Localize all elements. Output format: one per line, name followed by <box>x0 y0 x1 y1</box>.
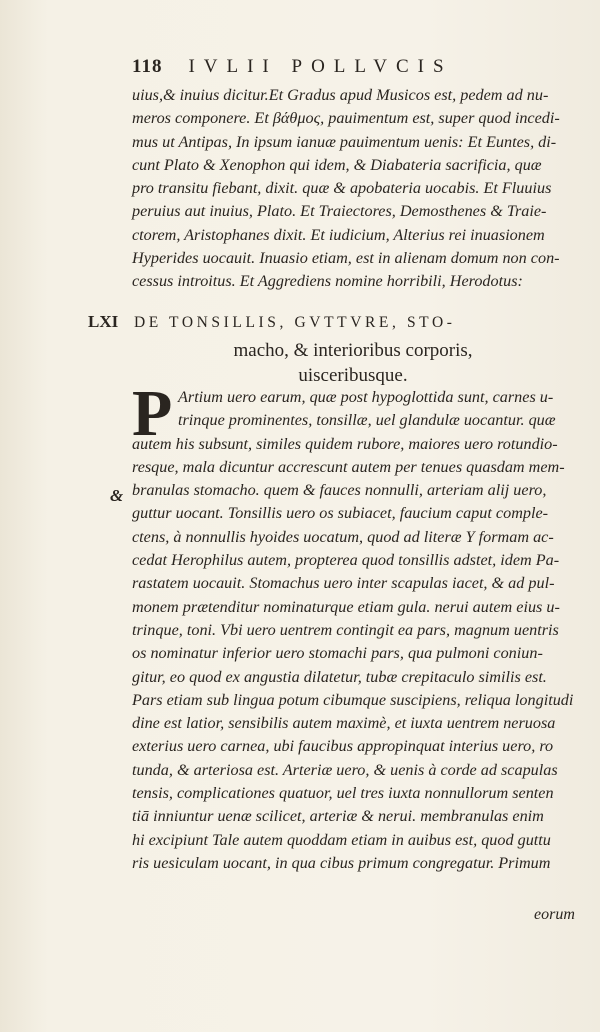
chapter-title-line2: macho, & interioribus corporis, <box>233 340 473 361</box>
text-line: uius,& inuius dicitur.Et Gradus apud Musicos est, pedem ad nu- <box>132 86 549 104</box>
text-line: resque, mala dicuntur accrescunt autem per tenues quasdam mem- <box>132 457 565 476</box>
text-line: hi excipiunt Tale autem quoddam etiam in auibus est, quod guttu <box>132 830 551 849</box>
text-line: Artium uero earum, quæ post hypoglottida sunt, carnes u- <box>178 388 554 406</box>
text-line: branulas stomacho. quem & fauces nonnulli, arteriam alij uero, <box>132 481 547 500</box>
page-header <box>132 56 510 78</box>
margin-mark: & <box>110 486 124 505</box>
page-number: 118 <box>132 56 163 77</box>
text-line: tunda, & arteriosa est. Arteriæ uero, & uenis à corde ad scapulas <box>132 760 558 779</box>
text-line: ctorem, Aristophanes dixit. Et iudicium, Alterius rei inuasionem <box>132 225 545 244</box>
text-line: trinque, toni. Vbi uero uentrem contingit ea pars, magnum uentris <box>132 620 559 639</box>
text-line: dine est latior, sensibilis autem maximè, et iuxta uentrem neruosa <box>132 714 556 733</box>
text-line: exterius uero carnea, ubi faucibus appropinquat interius uero, ro <box>132 737 554 756</box>
text-line: Pars etiam sub lingua potum cibumque suscipiens, reliqua longitudi <box>132 690 574 709</box>
chapter-number: LXI <box>88 312 119 331</box>
text-line: cedat Herophilus autem, propterea quod tonsillis adstet, idem Pa- <box>132 551 560 570</box>
top-paragraph <box>132 84 572 294</box>
text-line: monem prætenditur nominaturque etiam gula. nerui autem eius u- <box>132 597 560 616</box>
chapter-title-line3: uisceribusque. <box>298 365 408 386</box>
chapter-body <box>132 377 574 875</box>
drop-cap: P <box>132 377 173 450</box>
running-title: IVLII POLLVCIS <box>188 56 453 77</box>
text-line: ctens, à nonnullis hyoides uocatum, quod ad literæ Y formam ac- <box>132 527 554 546</box>
text-line: meros componere. Et βάθμος, pauimentum est, super quod incedi- <box>132 109 560 128</box>
catchword: eorum <box>534 906 575 923</box>
text-line: peruius aut inuius, Plato. Et Traiectores, Demosthenes & Traie- <box>132 202 547 221</box>
text-line: rastatem uocauit. Stomachus uero inter scapulas iacet, & ad pul- <box>132 574 555 593</box>
text-line: os nominatur inferior uero stomachi pars, qua pulmoni coniun- <box>132 644 543 663</box>
chapter-title-caps: DE TONSILLIS, GVTTVRE, STO- <box>134 314 456 331</box>
text-line: pro transitu fiebant, dixit. quæ & apobateria uocabis. Et Fluuius <box>132 179 552 198</box>
text-line: autem his subsunt, similes quidem rubore, maiores uero rotundio- <box>132 434 558 453</box>
text-line: trinque prominentes, tonsillæ, uel glandulæ uocantur. quæ <box>178 411 556 430</box>
text-line: cessus introitus. Et Aggrediens nomine horribili, Herodotus: <box>132 272 523 291</box>
text-line: gitur, eo quod ex angustia dilatetur, tubæ crepitaculo similis est. <box>132 667 547 686</box>
text-line: mus ut Antipas, In ipsum ianuæ pauimentum uenis: Et Euntes, di- <box>132 132 557 151</box>
text-line: Hyperides uocauit. Inuasio etiam, est in alienam domum non con- <box>132 249 560 268</box>
text-line: guttur uocant. Tonsillis uero os subiacet, faucium caput comple- <box>132 504 549 523</box>
text-line: tensis, complicationes quatuor, uel tres iuxta nonnullorum senten <box>132 784 554 803</box>
text-line: tiā inniuntur uenæ scilicet, arteriæ & nerui. membranulas enim <box>132 807 544 826</box>
text-line: ris uesiculam uocant, in qua cibus primum congregatur. Primum <box>132 853 551 872</box>
text-line: cunt Plato & Xenophon qui idem, & Diabateria sacrificia, quæ <box>132 155 542 174</box>
